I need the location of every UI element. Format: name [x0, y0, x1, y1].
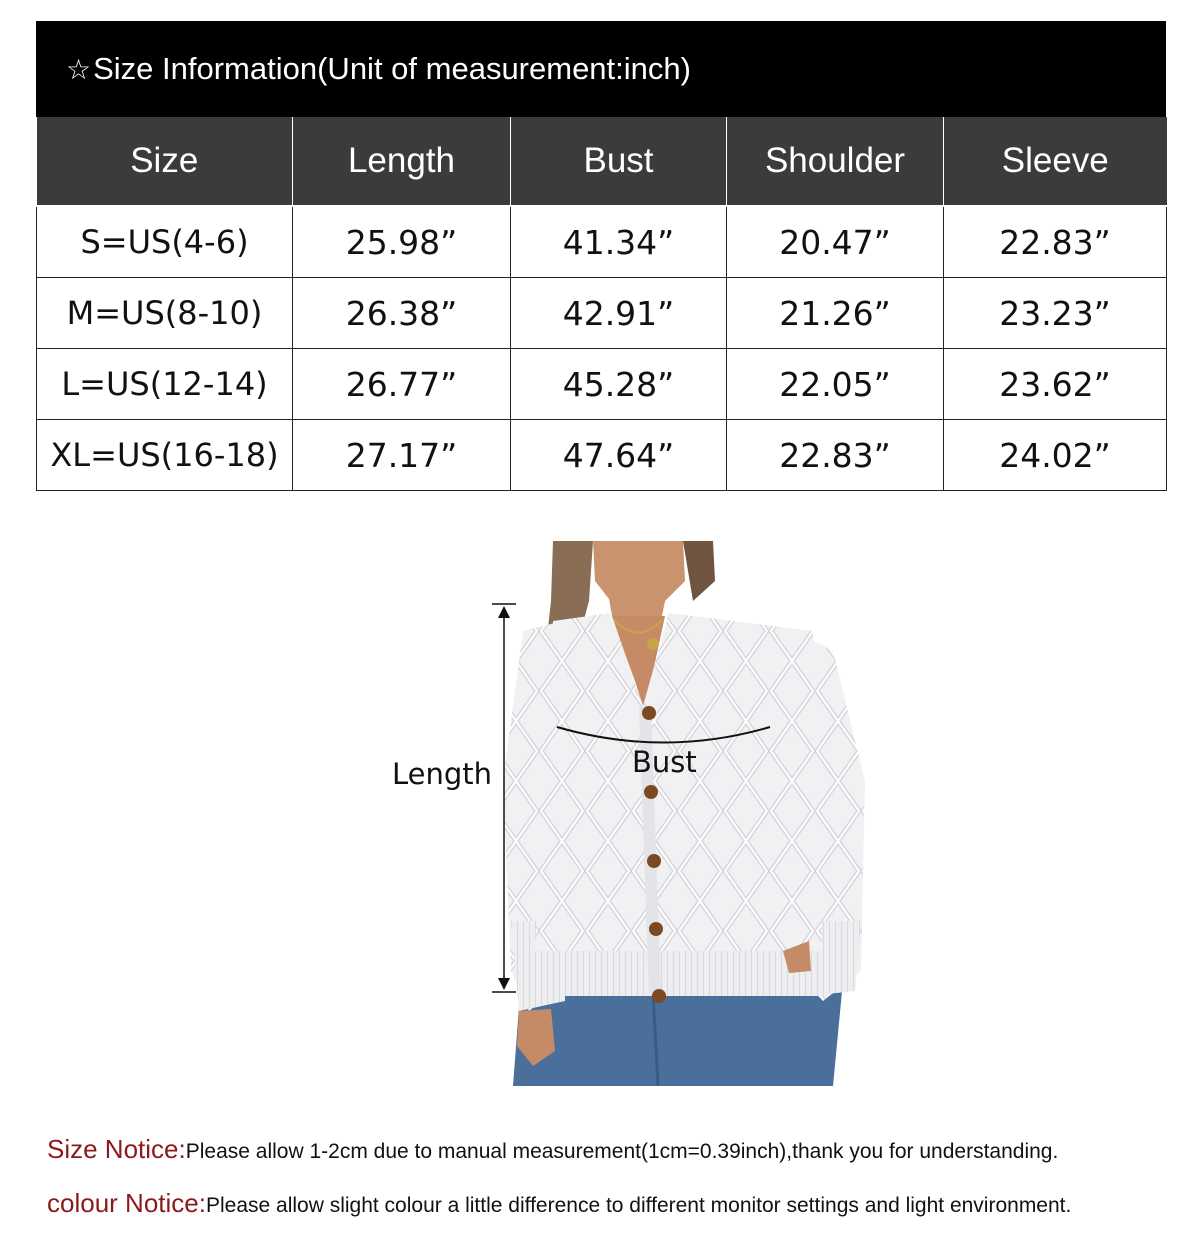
sleeve-cell: 23.23”: [944, 278, 1167, 349]
length-label: Length: [392, 757, 493, 791]
size-cell: XL=US(16-18): [37, 420, 293, 491]
sleeve-cell: 24.02”: [944, 420, 1167, 491]
bust-label: Bust: [632, 745, 697, 779]
shoulder-cell: 20.47”: [727, 206, 944, 278]
column-header-shoulder: Shoulder: [727, 117, 944, 206]
bust-cell: 47.64”: [511, 420, 727, 491]
size-cell: S=US(4-6): [37, 206, 293, 278]
size-info-title: Size Information(Unit of measurement:inch): [93, 51, 691, 86]
bust-cell: 45.28”: [511, 349, 727, 420]
bust-cell: 41.34”: [511, 206, 727, 278]
bust-cell: 42.91”: [511, 278, 727, 349]
column-header-sleeve: Sleeve: [944, 117, 1167, 206]
length-cell: 27.17”: [293, 420, 511, 491]
size-notice-text: Please allow 1-2cm due to manual measurement(1cm=0.39inch),thank you for understanding.: [185, 1140, 1059, 1163]
size-notice: [47, 1134, 1058, 1165]
colour-notice-label: colour Notice:: [47, 1188, 206, 1218]
size-notice-label: Size Notice:: [47, 1134, 186, 1164]
length-cell: 26.77”: [293, 349, 511, 420]
column-header-length: Length: [293, 117, 511, 206]
column-header-size: Size: [37, 117, 293, 206]
shoulder-cell: 22.83”: [727, 420, 944, 491]
length-arrow-down-icon: [498, 978, 510, 990]
size-cell: M=US(8-10): [37, 278, 293, 349]
sleeve-cell: 22.83”: [944, 206, 1167, 278]
shoulder-cell: 21.26”: [727, 278, 944, 349]
sleeve-cell: 23.62”: [944, 349, 1167, 420]
length-cell: 25.98”: [293, 206, 511, 278]
colour-notice-text: Please allow slight colour a little difference to different monitor settings and light environment.: [205, 1194, 1072, 1217]
length-cell: 26.38”: [293, 278, 511, 349]
shoulder-cell: 22.05”: [727, 349, 944, 420]
column-header-bust: Bust: [511, 117, 727, 206]
colour-notice: [47, 1188, 1071, 1219]
star-icon: ☆: [66, 52, 92, 86]
size-cell: L=US(12-14): [37, 349, 293, 420]
bust-curve: [557, 727, 770, 743]
length-arrow-up-icon: [498, 606, 510, 618]
